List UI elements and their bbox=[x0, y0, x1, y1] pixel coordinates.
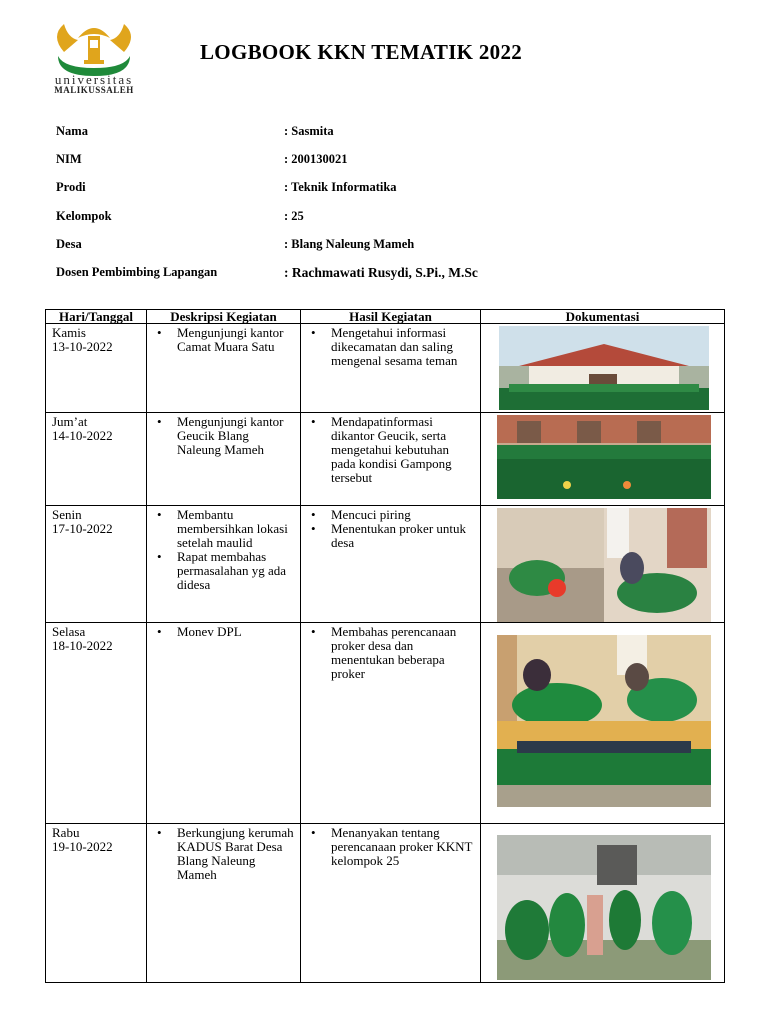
description-item: • Mengunjungi kantor Geucik Blang Naleung Mameh bbox=[177, 415, 296, 457]
info-value: : Rachmawati Rusydi, S.Pi., M.Sc bbox=[284, 264, 478, 280]
info-row-dosen bbox=[56, 265, 736, 293]
description-item: • Berkungjung kerumah KADUS Barat Desa Blang Naleung Mameh bbox=[177, 826, 296, 882]
table-row bbox=[46, 324, 725, 413]
table-row bbox=[46, 623, 725, 824]
info-row-kelompok bbox=[56, 209, 736, 237]
date-value: 17-10-2022 bbox=[52, 521, 113, 536]
result-item: • Menanyakan tentang perencanaan proker KKNT kelompok 25 bbox=[331, 826, 476, 868]
documentation-cell bbox=[481, 623, 725, 824]
documentation-photo bbox=[497, 508, 711, 622]
student-info bbox=[56, 124, 736, 293]
info-label: Desa bbox=[56, 236, 82, 251]
date-cell bbox=[46, 413, 147, 506]
day-name: Senin bbox=[52, 507, 82, 522]
info-row-prodi bbox=[56, 180, 736, 208]
description-item: • Membantu membersihkan lokasi setelah maulid bbox=[177, 508, 296, 550]
day-name: Jum’at bbox=[52, 414, 88, 429]
info-value: : Teknik Informatika bbox=[284, 180, 397, 195]
result-item: • Mencuci piring bbox=[331, 508, 476, 522]
result-cell bbox=[301, 324, 481, 413]
day-name: Kamis bbox=[52, 325, 86, 340]
documentation-photo bbox=[497, 415, 711, 499]
result-item: • Menentukan proker untuk desa bbox=[331, 522, 476, 550]
info-value: : Sasmita bbox=[284, 124, 334, 138]
date-cell bbox=[46, 506, 147, 623]
description-cell bbox=[147, 506, 301, 623]
info-label: Kelompok bbox=[56, 208, 112, 223]
info-row-desa bbox=[56, 237, 736, 265]
result-item: • Mendapatinformasi dikantor Geucik, serta mengetahui kebutuhan pada kondisi Gampong tersebut bbox=[331, 415, 476, 485]
date-value: 14-10-2022 bbox=[52, 428, 113, 443]
result-cell bbox=[301, 623, 481, 824]
result-cell bbox=[301, 506, 481, 623]
documentation-cell bbox=[481, 824, 725, 983]
info-value: : Blang Naleung Mameh bbox=[284, 236, 415, 251]
column-header-result: Hasil Kegiatan bbox=[301, 310, 481, 324]
date-cell bbox=[46, 324, 147, 413]
info-value: : 25 bbox=[284, 208, 304, 223]
result-cell bbox=[301, 824, 481, 983]
description-cell bbox=[147, 824, 301, 983]
documentation-cell bbox=[481, 506, 725, 623]
info-label: Dosen Pembimbing Lapangan bbox=[56, 264, 218, 279]
description-item: • Monev DPL bbox=[177, 625, 296, 639]
page-title: LOGBOOK KKN TEMATIK 2022 bbox=[200, 40, 523, 64]
description-item: • Mengunjungi kantor Camat Muara Satu bbox=[177, 326, 296, 354]
date-cell bbox=[46, 824, 147, 983]
date-value: 13-10-2022 bbox=[52, 339, 113, 354]
documentation-cell bbox=[481, 413, 725, 506]
info-label: Nama bbox=[56, 124, 88, 138]
table-row bbox=[46, 824, 725, 983]
day-name: Rabu bbox=[52, 825, 80, 840]
result-item: • Membahas perencanaan proker desa dan menentukan beberapa proker bbox=[331, 625, 476, 681]
date-cell bbox=[46, 623, 147, 824]
info-label: Prodi bbox=[56, 180, 86, 195]
date-value: 19-10-2022 bbox=[52, 839, 113, 854]
info-label: NIM bbox=[56, 152, 82, 167]
documentation-photo bbox=[497, 721, 711, 807]
column-header-documentation: Dokumentasi bbox=[481, 310, 725, 324]
documentation-photo bbox=[497, 835, 711, 980]
table-header-row bbox=[46, 310, 725, 324]
logbook-table bbox=[45, 309, 725, 983]
documentation-cell bbox=[481, 324, 725, 413]
result-cell bbox=[301, 413, 481, 506]
table-row bbox=[46, 413, 725, 506]
info-row-nim bbox=[56, 152, 736, 180]
column-header-date: Hari/Tanggal bbox=[46, 310, 147, 324]
documentation-photo bbox=[497, 635, 711, 721]
day-name: Selasa bbox=[52, 624, 86, 639]
logo-text-name: MALIKUSSALEH bbox=[54, 85, 134, 95]
table-row bbox=[46, 506, 725, 623]
description-cell bbox=[147, 413, 301, 506]
documentation-photo bbox=[499, 326, 709, 410]
description-cell bbox=[147, 324, 301, 413]
info-row-nama bbox=[56, 124, 736, 152]
column-header-description: Deskripsi Kegiatan bbox=[147, 310, 301, 324]
date-value: 18-10-2022 bbox=[52, 638, 113, 653]
description-item: • Rapat membahas permasalahan yg ada didesa bbox=[177, 550, 296, 592]
result-item: • Mengetahui informasi dikecamatan dan saling mengenal sesama teman bbox=[331, 326, 476, 368]
logo-text-universitas: universitas bbox=[54, 72, 134, 87]
info-value: : 200130021 bbox=[284, 152, 348, 167]
description-cell bbox=[147, 623, 301, 824]
